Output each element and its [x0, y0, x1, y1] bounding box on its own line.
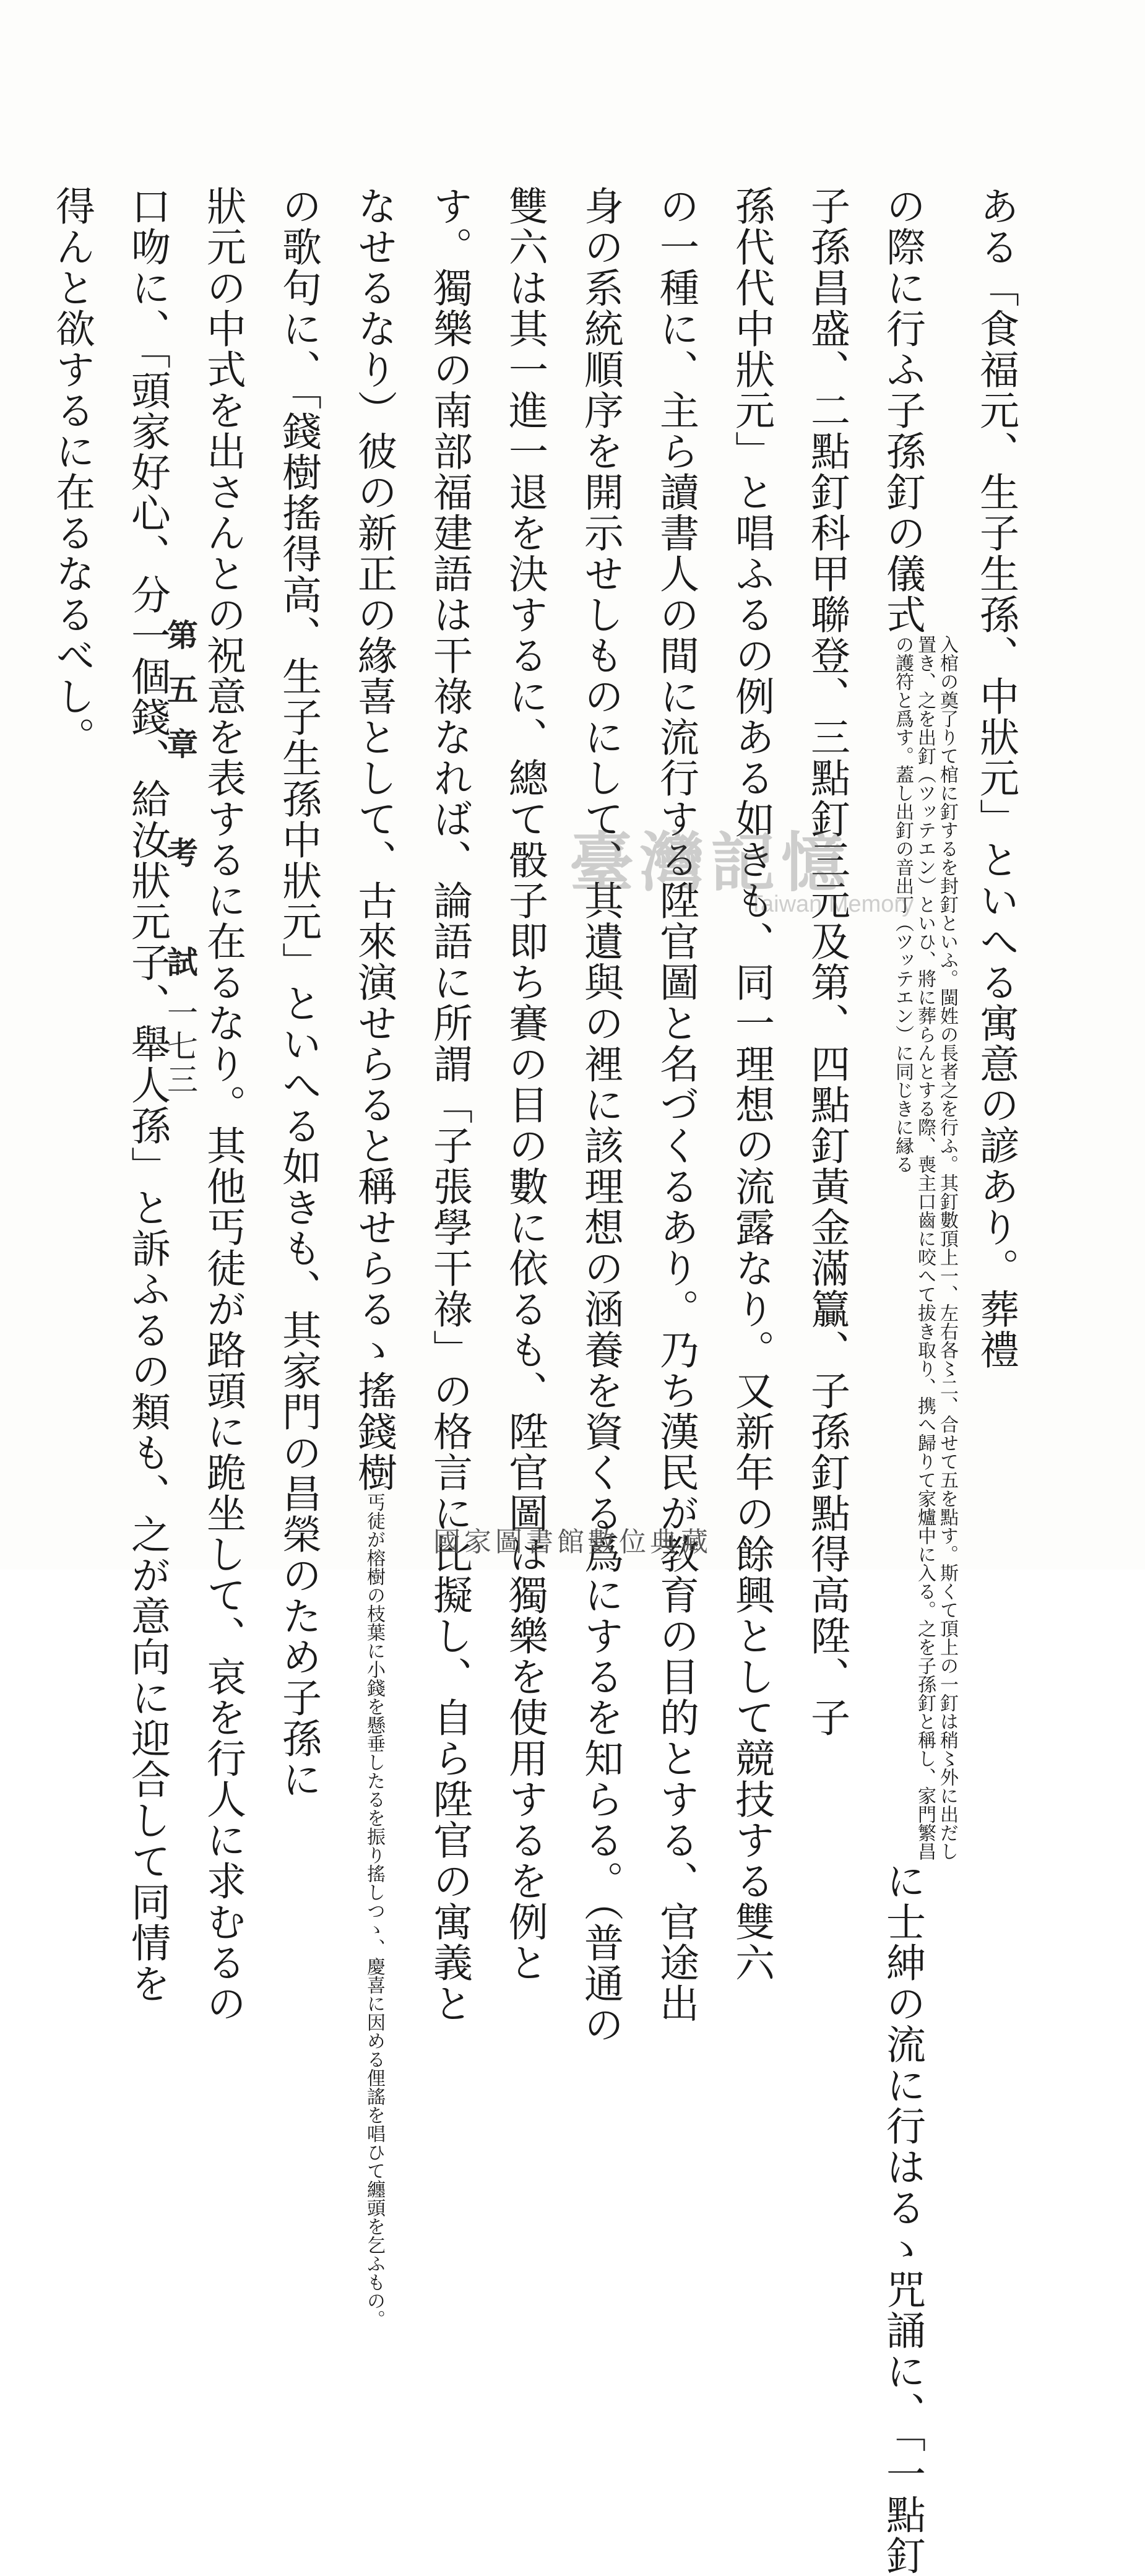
footer-credit: 國家圖書館數位典藏	[433, 1526, 712, 1558]
text-column-9: なせるなり）彼の新正の緣喜として、古來演せらると稱せらるゝ搖錢樹丐徒が榕樹の枝葉に小錢を懸垂したるを振り搖しつゝ、慶喜に因める俚謠を唱ひて纏頭を乞ふもの。	[351, 186, 397, 2328]
inline-annotation: 丐徒が榕樹の枝葉に小錢を懸垂したるを振り搖しつゝ、慶喜に因める俚謠を唱ひて纏頭を乞ふもの。	[363, 1493, 385, 2328]
text-column-2: の際に行ふ子孫釘の儀式入棺の奠了りて棺に釘するを封釘といふ。閩姓の長者之を行ふ。其釘數頂上一、左右各〻二、合せて五を點す。斯くて頂上の一釘は稍〻外に出だし置き、之を出釘（ツッテエン）といひ、將に葬らんとする際、喪主口齒に咬へて拔き取り、携へ歸りて家爐中に入る。之を子孫釘と稱し、家門繁昌の護符と爲す。蓋し出釘の音出丁（ツッテエン）に同じきに縁るに士紳の流に行はるゝ咒誦に、「一點釘	[879, 186, 958, 2576]
text-column-8: す。獨樂の南部福建語は干祿なれば、論語に所謂「子張學干祿」の格言に比擬し、自ら陞官の寓義と	[426, 186, 472, 2024]
text-column-11: 狀元の中式を出さんとの祝意を表するに在るなり。其他丐徒が路頭に跪坐して、哀を行人に求むるの	[200, 186, 246, 2024]
text-column-7: 雙六は其一進一退を決するに、總て骰子即ち賽の目の數に依るも、陞官圖は獨樂を使用するを例と	[502, 186, 548, 1983]
text-column-6: 身の系統順序を開示せしものにして、其遺與の裡に該理想の涵養を資くる爲にするを知らる。（普通の	[577, 186, 623, 2045]
text-column-13: 得んと欲するに在るなるべし。	[49, 186, 95, 758]
page-number: 一七三	[162, 996, 198, 1097]
watermark-subtext: Taiwan Memory	[749, 891, 914, 917]
text-column-10: の歌句に、「錢樹搖得高、生子生孫中狀元」といへる如きも、其家門の昌榮のため子孫に	[275, 186, 321, 1800]
text-column-12: 口吻に、「頭家好心、分一個錢、給汝狀元子、舉人孫」と訴ふるの類も、之が意向に迎合して同情を	[124, 186, 170, 2004]
text-column-5: の一種に、主ら讀書人の間に流行する陞官圖と名づくるあり。乃ち漢民が教育の目的とする、官途出	[653, 186, 699, 2024]
inline-annotation: 入棺の奠了りて棺に釘するを封釘といふ。閩姓の長者之を行ふ。其釘數頂上一、左右各〻二、合せて五を點す。斯くて頂上の一釘は稍〻外に出だし置き、之を出釘（ツッテエン）といひ、將に葬らんとする際、喪主口齒に咬へて拔き取り、携へ歸りて家爐中に入る。之を子孫釘と稱し、家門繁昌の護符と爲す。蓋し出釘の音出丁（ツッテエン）に同じきに縁る	[892, 635, 958, 1861]
text-column-4: 孫代代中狀元」と唱ふるの例ある如きも、同一理想の流露なり。又新年の餘興として競技する雙六	[728, 186, 774, 1983]
watermark-text: 臺灣記憶	[569, 824, 852, 901]
text-column-3: 子孫昌盛、二點釘科甲聯登、三點釘三元及第、四點釘黃金滿籯、子孫釘點得高陞、子	[804, 186, 850, 1738]
text-column-1: ある「食福元、生子生孫、中狀元」といへる寓意の諺あり。葬禮	[973, 186, 1019, 1370]
chapter-running-head: 第五章 考 試	[162, 619, 199, 1000]
